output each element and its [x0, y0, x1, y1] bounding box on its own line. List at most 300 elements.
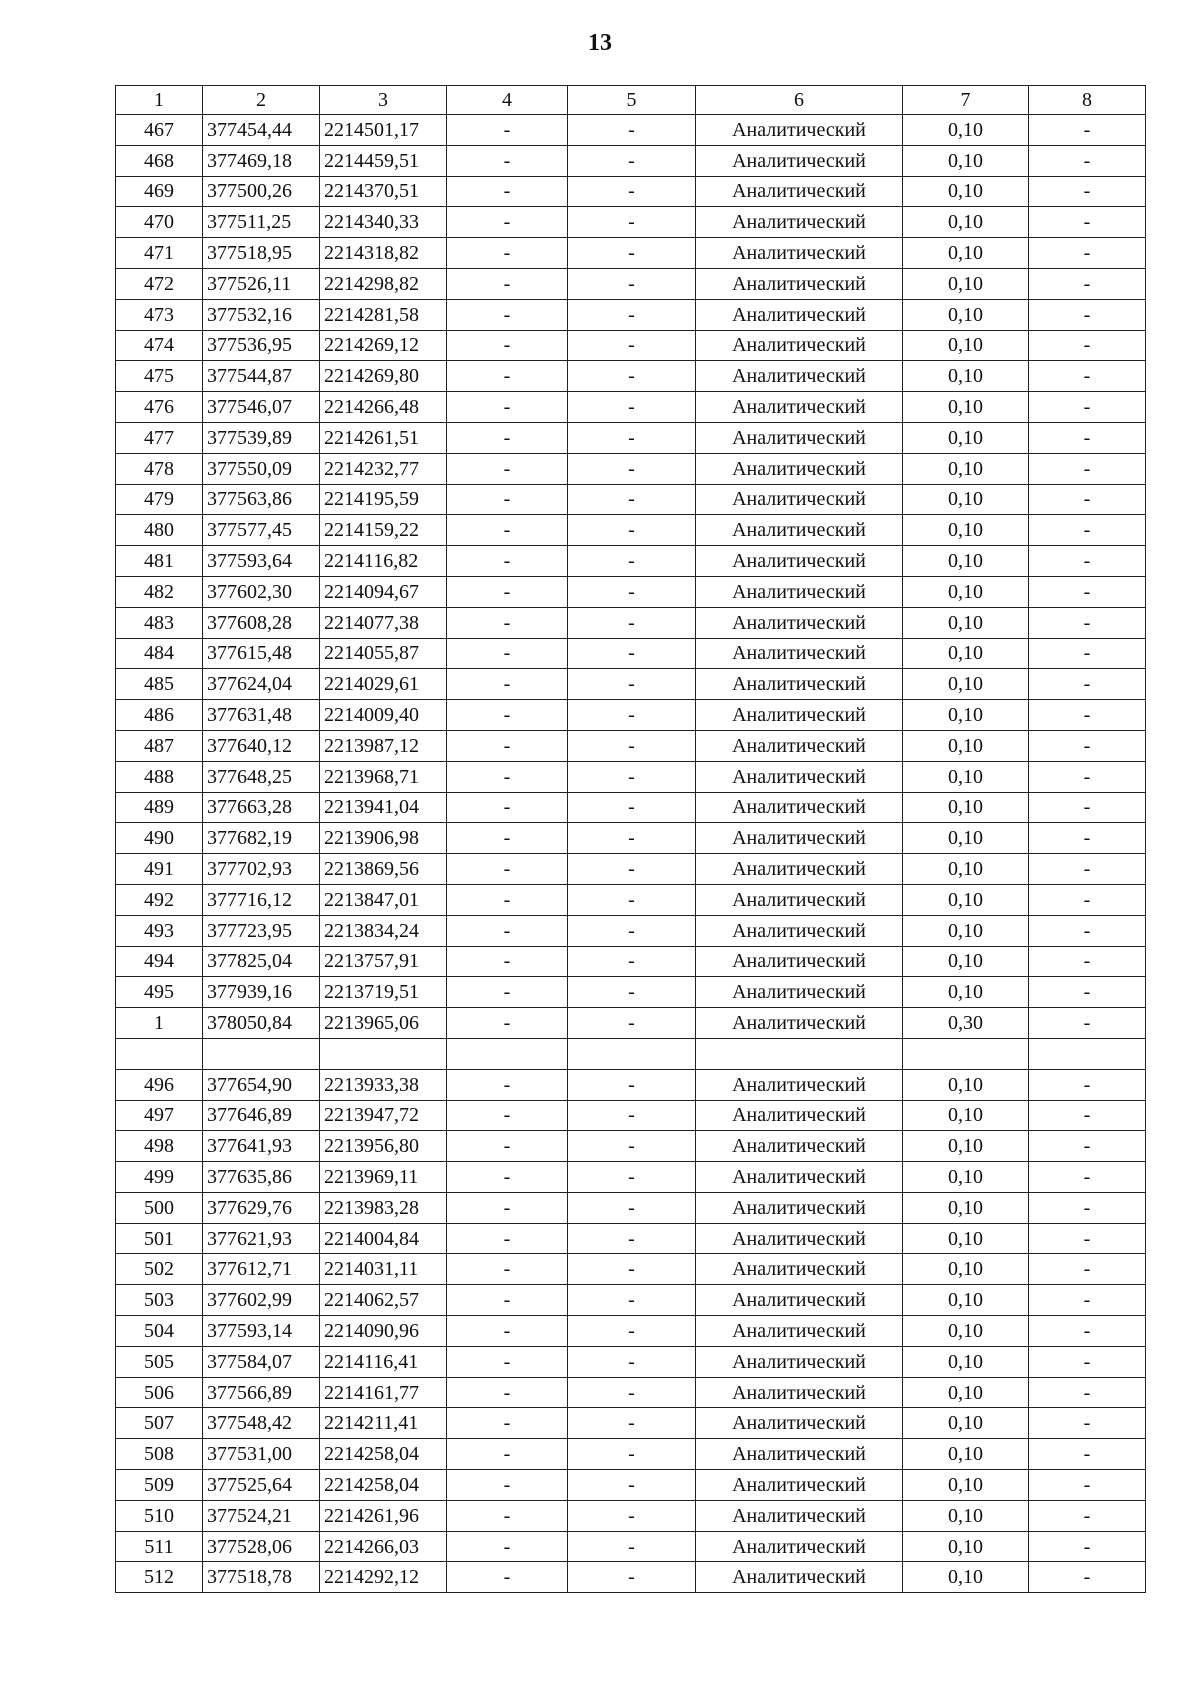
x-coordinate-cell: 377577,45	[203, 515, 320, 546]
table-row	[116, 299, 1146, 330]
y-coordinate-cell: 2213968,71	[320, 761, 447, 792]
y-coordinate-cell: 2214258,04	[320, 1470, 447, 1501]
y-coordinate-cell: 2214062,57	[320, 1285, 447, 1316]
column-4-cell: -	[447, 607, 568, 638]
column-8-cell: -	[1029, 1069, 1146, 1100]
point-number-cell: 503	[116, 1285, 203, 1316]
column-5-cell: -	[568, 268, 696, 299]
column-5-cell: -	[568, 946, 696, 977]
column-4-cell: -	[447, 1223, 568, 1254]
column-8-cell: -	[1029, 915, 1146, 946]
table-row	[116, 207, 1146, 238]
point-number-cell: 505	[116, 1346, 203, 1377]
method-cell: Аналитический	[696, 1408, 903, 1439]
column-5-cell: -	[568, 1285, 696, 1316]
y-coordinate-cell: 2213834,24	[320, 915, 447, 946]
x-coordinate-cell: 377546,07	[203, 392, 320, 423]
y-coordinate-cell: 2214292,12	[320, 1562, 447, 1593]
accuracy-cell: 0,10	[903, 1316, 1029, 1347]
method-cell: Аналитический	[696, 915, 903, 946]
accuracy-cell: 0,10	[903, 1500, 1029, 1531]
accuracy-cell: 0,10	[903, 1531, 1029, 1562]
column-4-cell: -	[447, 515, 568, 546]
x-coordinate-cell: 377825,04	[203, 946, 320, 977]
column-8-cell: -	[1029, 576, 1146, 607]
accuracy-cell: 0,10	[903, 1346, 1029, 1377]
column-4-cell: -	[447, 1162, 568, 1193]
accuracy-cell: 0,10	[903, 238, 1029, 269]
x-coordinate-cell: 377629,76	[203, 1192, 320, 1223]
accuracy-cell: 0,10	[903, 115, 1029, 146]
x-coordinate-cell: 377612,71	[203, 1254, 320, 1285]
table-row	[116, 1439, 1146, 1470]
column-8-cell: -	[1029, 1223, 1146, 1254]
column-4-cell: -	[447, 115, 568, 146]
method-cell: Аналитический	[696, 730, 903, 761]
method-cell: Аналитический	[696, 1008, 903, 1039]
column-4-cell: -	[447, 1069, 568, 1100]
column-8-cell: -	[1029, 268, 1146, 299]
column-8-cell: -	[1029, 1285, 1146, 1316]
method-cell: Аналитический	[696, 792, 903, 823]
column-4-cell: -	[447, 176, 568, 207]
table-row	[116, 238, 1146, 269]
column-header: 2	[203, 86, 320, 115]
header-row	[116, 86, 1146, 115]
method-cell: Аналитический	[696, 1254, 903, 1285]
column-8-cell: -	[1029, 1500, 1146, 1531]
accuracy-cell: 0,10	[903, 361, 1029, 392]
column-4-cell: -	[447, 299, 568, 330]
method-cell: Аналитический	[696, 484, 903, 515]
table-row	[116, 607, 1146, 638]
column-8-cell: -	[1029, 669, 1146, 700]
x-coordinate-cell: 377654,90	[203, 1069, 320, 1100]
column-4-cell: -	[447, 638, 568, 669]
column-5-cell: -	[568, 299, 696, 330]
column-4-cell: -	[447, 576, 568, 607]
point-number-cell: 506	[116, 1377, 203, 1408]
column-4-cell: -	[447, 1192, 568, 1223]
method-cell: Аналитический	[696, 1377, 903, 1408]
accuracy-cell: 0,10	[903, 268, 1029, 299]
column-8-cell: -	[1029, 700, 1146, 731]
column-4-cell: -	[447, 884, 568, 915]
method-cell: Аналитический	[696, 946, 903, 977]
point-number-cell: 507	[116, 1408, 203, 1439]
accuracy-cell: 0,10	[903, 484, 1029, 515]
x-coordinate-cell: 377539,89	[203, 422, 320, 453]
y-coordinate-cell: 2213969,11	[320, 1162, 447, 1193]
point-number-cell: 495	[116, 977, 203, 1008]
accuracy-cell: 0,10	[903, 1439, 1029, 1470]
y-coordinate-cell: 2214195,59	[320, 484, 447, 515]
column-8-cell: -	[1029, 145, 1146, 176]
table-row	[116, 576, 1146, 607]
column-5-cell: -	[568, 669, 696, 700]
column-4-cell	[447, 1038, 568, 1069]
point-number-cell: 511	[116, 1531, 203, 1562]
x-coordinate-cell: 377602,99	[203, 1285, 320, 1316]
y-coordinate-cell: 2214370,51	[320, 176, 447, 207]
accuracy-cell: 0,10	[903, 669, 1029, 700]
column-8-cell: -	[1029, 946, 1146, 977]
y-coordinate-cell: 2213757,91	[320, 946, 447, 977]
column-8-cell: -	[1029, 854, 1146, 885]
column-5-cell: -	[568, 207, 696, 238]
y-coordinate-cell: 2214501,17	[320, 115, 447, 146]
column-4-cell: -	[447, 207, 568, 238]
accuracy-cell: 0,10	[903, 761, 1029, 792]
column-5-cell: -	[568, 576, 696, 607]
table-row	[116, 1008, 1146, 1039]
column-4-cell: -	[447, 361, 568, 392]
y-coordinate-cell: 2214159,22	[320, 515, 447, 546]
table-row	[116, 1377, 1146, 1408]
point-number-cell: 481	[116, 546, 203, 577]
accuracy-cell: 0,30	[903, 1008, 1029, 1039]
point-number-cell: 510	[116, 1500, 203, 1531]
point-number-cell: 493	[116, 915, 203, 946]
column-4-cell: -	[447, 854, 568, 885]
y-coordinate-cell: 2214281,58	[320, 299, 447, 330]
column-5-cell: -	[568, 1377, 696, 1408]
table-row	[116, 268, 1146, 299]
column-5-cell: -	[568, 915, 696, 946]
accuracy-cell: 0,10	[903, 854, 1029, 885]
table-row	[116, 1562, 1146, 1593]
column-5-cell: -	[568, 792, 696, 823]
table-row	[116, 1346, 1146, 1377]
accuracy-cell: 0,10	[903, 1192, 1029, 1223]
column-4-cell: -	[447, 700, 568, 731]
column-8-cell: -	[1029, 638, 1146, 669]
y-coordinate-cell	[320, 1038, 447, 1069]
table-row	[116, 823, 1146, 854]
method-cell: Аналитический	[696, 977, 903, 1008]
accuracy-cell: 0,10	[903, 1069, 1029, 1100]
table-row	[116, 546, 1146, 577]
column-4-cell: -	[447, 669, 568, 700]
table-row	[116, 854, 1146, 885]
column-5-cell: -	[568, 1100, 696, 1131]
y-coordinate-cell: 2214090,96	[320, 1316, 447, 1347]
table-row	[116, 884, 1146, 915]
accuracy-cell: 0,10	[903, 1285, 1029, 1316]
column-8-cell: -	[1029, 453, 1146, 484]
point-number-cell: 504	[116, 1316, 203, 1347]
method-cell: Аналитический	[696, 576, 903, 607]
column-5-cell: -	[568, 422, 696, 453]
column-8-cell: -	[1029, 792, 1146, 823]
accuracy-cell: 0,10	[903, 299, 1029, 330]
x-coordinate-cell: 377646,89	[203, 1100, 320, 1131]
table-row	[116, 915, 1146, 946]
column-8-cell: -	[1029, 1531, 1146, 1562]
column-5-cell: -	[568, 115, 696, 146]
method-cell: Аналитический	[696, 1285, 903, 1316]
method-cell: Аналитический	[696, 1100, 903, 1131]
column-5-cell: -	[568, 1408, 696, 1439]
column-header: 8	[1029, 86, 1146, 115]
y-coordinate-cell: 2214009,40	[320, 700, 447, 731]
x-coordinate-cell: 377631,48	[203, 700, 320, 731]
column-header: 6	[696, 86, 903, 115]
point-number-cell: 508	[116, 1439, 203, 1470]
column-5-cell: -	[568, 515, 696, 546]
x-coordinate-cell: 377454,44	[203, 115, 320, 146]
column-5-cell: -	[568, 1192, 696, 1223]
x-coordinate-cell: 377663,28	[203, 792, 320, 823]
point-number-cell: 1	[116, 1008, 203, 1039]
point-number-cell: 492	[116, 884, 203, 915]
point-number-cell: 475	[116, 361, 203, 392]
method-cell: Аналитический	[696, 884, 903, 915]
point-number-cell: 500	[116, 1192, 203, 1223]
x-coordinate-cell: 377531,00	[203, 1439, 320, 1470]
y-coordinate-cell: 2214269,80	[320, 361, 447, 392]
column-4-cell: -	[447, 1439, 568, 1470]
x-coordinate-cell: 377563,86	[203, 484, 320, 515]
column-8-cell: -	[1029, 1439, 1146, 1470]
column-8-cell: -	[1029, 546, 1146, 577]
accuracy-cell: 0,10	[903, 145, 1029, 176]
column-header: 4	[447, 86, 568, 115]
point-number-cell: 502	[116, 1254, 203, 1285]
column-5-cell: -	[568, 1008, 696, 1039]
y-coordinate-cell: 2214029,61	[320, 669, 447, 700]
point-number-cell: 499	[116, 1162, 203, 1193]
accuracy-cell: 0,10	[903, 1470, 1029, 1501]
column-8-cell: -	[1029, 1470, 1146, 1501]
y-coordinate-cell: 2214340,33	[320, 207, 447, 238]
table-row	[116, 1223, 1146, 1254]
column-8-cell: -	[1029, 607, 1146, 638]
accuracy-cell: 0,10	[903, 422, 1029, 453]
method-cell: Аналитический	[696, 453, 903, 484]
y-coordinate-cell: 2214261,96	[320, 1500, 447, 1531]
y-coordinate-cell: 2214266,48	[320, 392, 447, 423]
table-row	[116, 453, 1146, 484]
x-coordinate-cell: 377624,04	[203, 669, 320, 700]
column-8-cell: -	[1029, 1377, 1146, 1408]
method-cell: Аналитический	[696, 854, 903, 885]
table-row	[116, 1192, 1146, 1223]
method-cell: Аналитический	[696, 638, 903, 669]
column-5-cell: -	[568, 145, 696, 176]
column-8-cell: -	[1029, 1316, 1146, 1347]
column-4-cell: -	[447, 730, 568, 761]
column-header: 1	[116, 86, 203, 115]
method-cell: Аналитический	[696, 392, 903, 423]
x-coordinate-cell: 377682,19	[203, 823, 320, 854]
x-coordinate-cell: 377518,95	[203, 238, 320, 269]
table-row	[116, 1038, 1146, 1069]
column-4-cell: -	[447, 422, 568, 453]
column-5-cell	[568, 1038, 696, 1069]
y-coordinate-cell: 2213987,12	[320, 730, 447, 761]
x-coordinate-cell: 377528,06	[203, 1531, 320, 1562]
column-5-cell: -	[568, 1223, 696, 1254]
x-coordinate-cell: 377593,64	[203, 546, 320, 577]
x-coordinate-cell	[203, 1038, 320, 1069]
y-coordinate-cell: 2214258,04	[320, 1439, 447, 1470]
method-cell: Аналитический	[696, 330, 903, 361]
point-number-cell: 497	[116, 1100, 203, 1131]
x-coordinate-cell: 377608,28	[203, 607, 320, 638]
column-4-cell: -	[447, 1531, 568, 1562]
table-row	[116, 392, 1146, 423]
y-coordinate-cell: 2214077,38	[320, 607, 447, 638]
column-5-cell: -	[568, 1131, 696, 1162]
x-coordinate-cell: 377648,25	[203, 761, 320, 792]
table-row	[116, 1470, 1146, 1501]
column-8-cell: -	[1029, 361, 1146, 392]
column-8-cell: -	[1029, 238, 1146, 269]
column-8-cell: -	[1029, 176, 1146, 207]
x-coordinate-cell: 377702,93	[203, 854, 320, 885]
column-4-cell: -	[447, 392, 568, 423]
point-number-cell: 487	[116, 730, 203, 761]
column-8-cell	[1029, 1038, 1146, 1069]
x-coordinate-cell: 377525,64	[203, 1470, 320, 1501]
column-5-cell: -	[568, 1531, 696, 1562]
point-number-cell: 470	[116, 207, 203, 238]
x-coordinate-cell: 377524,21	[203, 1500, 320, 1531]
page-number: 13	[588, 30, 612, 56]
column-header: 7	[903, 86, 1029, 115]
method-cell: Аналитический	[696, 1439, 903, 1470]
x-coordinate-cell: 377511,25	[203, 207, 320, 238]
y-coordinate-cell: 2213719,51	[320, 977, 447, 1008]
point-number-cell: 498	[116, 1131, 203, 1162]
table-row	[116, 484, 1146, 515]
y-coordinate-cell: 2214269,12	[320, 330, 447, 361]
point-number-cell: 476	[116, 392, 203, 423]
table-row	[116, 1285, 1146, 1316]
x-coordinate-cell: 377536,95	[203, 330, 320, 361]
column-4-cell: -	[447, 145, 568, 176]
method-cell: Аналитический	[696, 207, 903, 238]
accuracy-cell: 0,10	[903, 392, 1029, 423]
column-4-cell: -	[447, 792, 568, 823]
accuracy-cell: 0,10	[903, 453, 1029, 484]
y-coordinate-cell: 2214055,87	[320, 638, 447, 669]
point-number-cell: 509	[116, 1470, 203, 1501]
column-5-cell: -	[568, 1470, 696, 1501]
column-4-cell: -	[447, 761, 568, 792]
point-number-cell: 512	[116, 1562, 203, 1593]
y-coordinate-cell: 2214318,82	[320, 238, 447, 269]
accuracy-cell	[903, 1038, 1029, 1069]
table-row	[116, 515, 1146, 546]
column-8-cell: -	[1029, 823, 1146, 854]
method-cell: Аналитический	[696, 823, 903, 854]
x-coordinate-cell: 377550,09	[203, 453, 320, 484]
column-8-cell: -	[1029, 422, 1146, 453]
column-8-cell: -	[1029, 1008, 1146, 1039]
y-coordinate-cell: 2214261,51	[320, 422, 447, 453]
x-coordinate-cell: 377544,87	[203, 361, 320, 392]
table-row	[116, 1162, 1146, 1193]
column-5-cell: -	[568, 977, 696, 1008]
accuracy-cell: 0,10	[903, 1223, 1029, 1254]
column-8-cell: -	[1029, 1192, 1146, 1223]
column-4-cell: -	[447, 1316, 568, 1347]
y-coordinate-cell: 2214298,82	[320, 268, 447, 299]
method-cell: Аналитический	[696, 299, 903, 330]
accuracy-cell: 0,10	[903, 330, 1029, 361]
table-row	[116, 422, 1146, 453]
method-cell: Аналитический	[696, 1069, 903, 1100]
x-coordinate-cell: 377641,93	[203, 1131, 320, 1162]
x-coordinate-cell: 377716,12	[203, 884, 320, 915]
accuracy-cell: 0,10	[903, 946, 1029, 977]
column-4-cell: -	[447, 1500, 568, 1531]
accuracy-cell: 0,10	[903, 792, 1029, 823]
point-number-cell: 490	[116, 823, 203, 854]
accuracy-cell: 0,10	[903, 1162, 1029, 1193]
table-row	[116, 115, 1146, 146]
column-4-cell: -	[447, 268, 568, 299]
column-8-cell: -	[1029, 1254, 1146, 1285]
column-5-cell: -	[568, 1069, 696, 1100]
y-coordinate-cell: 2213869,56	[320, 854, 447, 885]
column-5-cell: -	[568, 1500, 696, 1531]
method-cell: Аналитический	[696, 268, 903, 299]
column-5-cell: -	[568, 1562, 696, 1593]
method-cell: Аналитический	[696, 422, 903, 453]
column-8-cell: -	[1029, 515, 1146, 546]
method-cell: Аналитический	[696, 1223, 903, 1254]
point-number-cell: 483	[116, 607, 203, 638]
accuracy-cell: 0,10	[903, 1408, 1029, 1439]
method-cell	[696, 1038, 903, 1069]
y-coordinate-cell: 2214266,03	[320, 1531, 447, 1562]
column-4-cell: -	[447, 823, 568, 854]
column-5-cell: -	[568, 176, 696, 207]
column-4-cell: -	[447, 1377, 568, 1408]
y-coordinate-cell: 2213956,80	[320, 1131, 447, 1162]
table-row	[116, 1100, 1146, 1131]
point-number-cell: 488	[116, 761, 203, 792]
x-coordinate-cell: 377518,78	[203, 1562, 320, 1593]
y-coordinate-cell: 2214004,84	[320, 1223, 447, 1254]
x-coordinate-cell: 377566,89	[203, 1377, 320, 1408]
column-4-cell: -	[447, 977, 568, 1008]
column-5-cell: -	[568, 238, 696, 269]
column-4-cell: -	[447, 915, 568, 946]
accuracy-cell: 0,10	[903, 607, 1029, 638]
method-cell: Аналитический	[696, 145, 903, 176]
column-5-cell: -	[568, 1162, 696, 1193]
accuracy-cell: 0,10	[903, 1100, 1029, 1131]
column-5-cell: -	[568, 330, 696, 361]
column-5-cell: -	[568, 1346, 696, 1377]
column-4-cell: -	[447, 453, 568, 484]
x-coordinate-cell: 377640,12	[203, 730, 320, 761]
method-cell: Аналитический	[696, 115, 903, 146]
method-cell: Аналитический	[696, 761, 903, 792]
accuracy-cell: 0,10	[903, 546, 1029, 577]
column-8-cell: -	[1029, 115, 1146, 146]
x-coordinate-cell: 377584,07	[203, 1346, 320, 1377]
column-8-cell: -	[1029, 1562, 1146, 1593]
table-row	[116, 977, 1146, 1008]
column-4-cell: -	[447, 1562, 568, 1593]
y-coordinate-cell: 2213983,28	[320, 1192, 447, 1223]
accuracy-cell: 0,10	[903, 700, 1029, 731]
